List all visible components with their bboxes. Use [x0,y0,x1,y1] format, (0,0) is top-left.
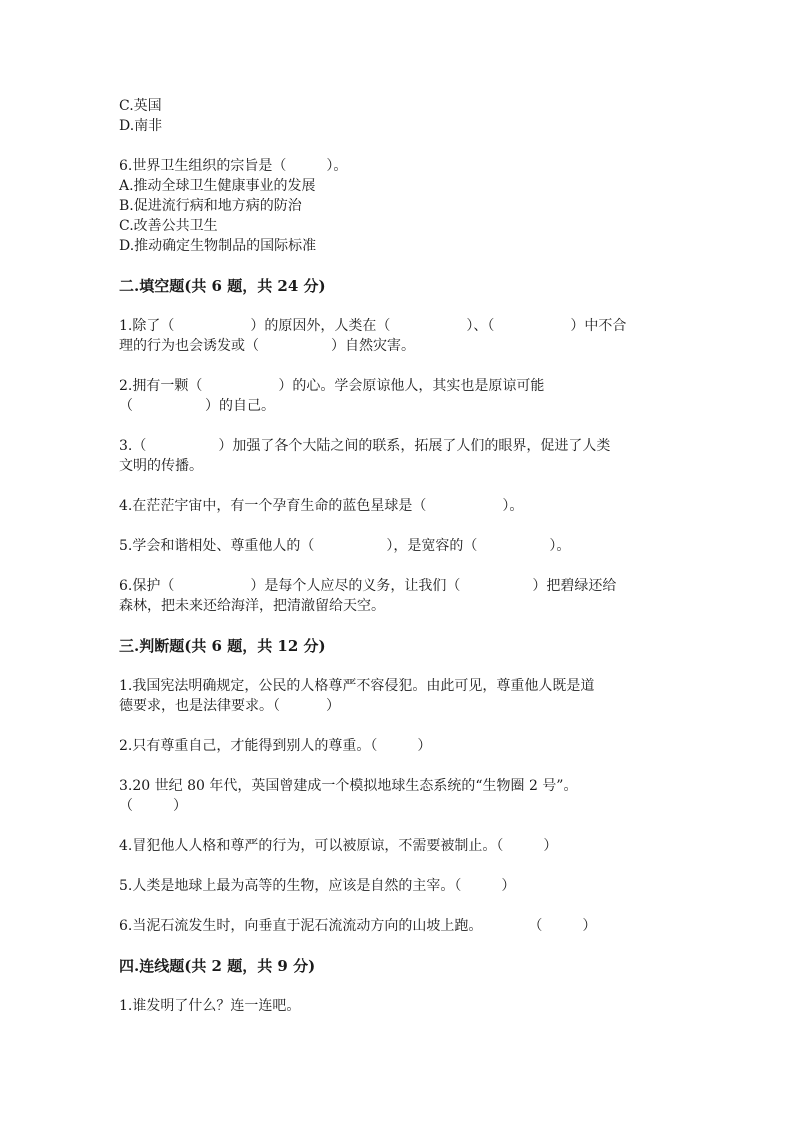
judge-q1-line2: 德要求，也是法律要求。（ ） [119,698,340,714]
fill-q2-line1: 2.拥有一颗（ ）的心。学会原谅他人，其实也是原谅可能 [119,378,545,394]
section-2-title: 二.填空题(共 6 题，共 24 分) [119,277,326,295]
judge-q5: 5.人类是地球上最为高等的生物，应该是自然的主宰。（ ） [119,878,516,894]
fill-q6-line2: 森林，把未来还给海洋，把清澈留给天空。 [119,598,385,614]
judge-q1-line1: 1.我国宪法明确规定，公民的人格尊严不容侵犯。由此可见，尊重他人既是道 [119,678,595,694]
q6-option-d: D.推动确定生物制品的国际标准 [119,238,317,254]
fill-q1-line1: 1.除了（ ）的原因外，人类在（ ）、（ ）中不合 [119,318,627,334]
fill-q2-line2: （ ）的自己。 [119,398,275,414]
fill-q3-line2: 文明的传播。 [119,458,203,474]
judge-q2: 2.只有尊重自己，才能得到别人的尊重。（ ） [119,738,432,754]
fill-q1-line2: 理的行为也会诱发或（ ）自然灾害。 [119,338,415,354]
judge-q6: 6.当泥石流发生时，向垂直于泥石流流动方向的山坡上跑。 （ ） [119,918,597,934]
fill-q4: 4.在茫茫宇宙中，有一个孕育生命的蓝色星球是（ ）。 [119,498,524,514]
fill-q3-line1: 3.（ ）加强了各个大陆之间的联系，拓展了人们的眼界，促进了人类 [119,438,611,454]
judge-q3-line1: 3.20 世纪 80 年代，英国曾建成一个模拟地球生态系统的“生物圈 2 号”。 [119,778,578,794]
section-4-title: 四.连线题(共 2 题，共 9 分) [119,957,316,975]
q6-option-c: C.改善公共卫生 [119,218,218,234]
q6-option-a: A.推动全球卫生健康事业的发展 [119,178,316,194]
match-q1: 1.谁发明了什么？连一连吧。 [119,998,301,1014]
judge-q4: 4.冒犯他人人格和尊严的行为，可以被原谅，不需要被制止。（ ） [119,838,558,854]
q6-option-b: B.促进流行病和地方病的防治 [119,198,302,214]
exam-page [119,96,679,1016]
fill-q5: 5.学会和谐相处、尊重他人的（ ），是宽容的（ ）。 [119,538,571,554]
section-3-title: 三.判断题(共 6 题，共 12 分) [119,637,326,655]
fill-q6-line1: 6.保护（ ）是每个人应尽的义务，让我们（ ）把碧绿还给 [119,578,617,594]
q6-stem: 6.世界卫生组织的宗旨是（ ）。 [119,158,348,174]
q5-option-d: D.南非 [119,118,163,134]
q5-option-c: C.英国 [119,98,162,114]
judge-q3-line2: （ ） [119,798,187,814]
